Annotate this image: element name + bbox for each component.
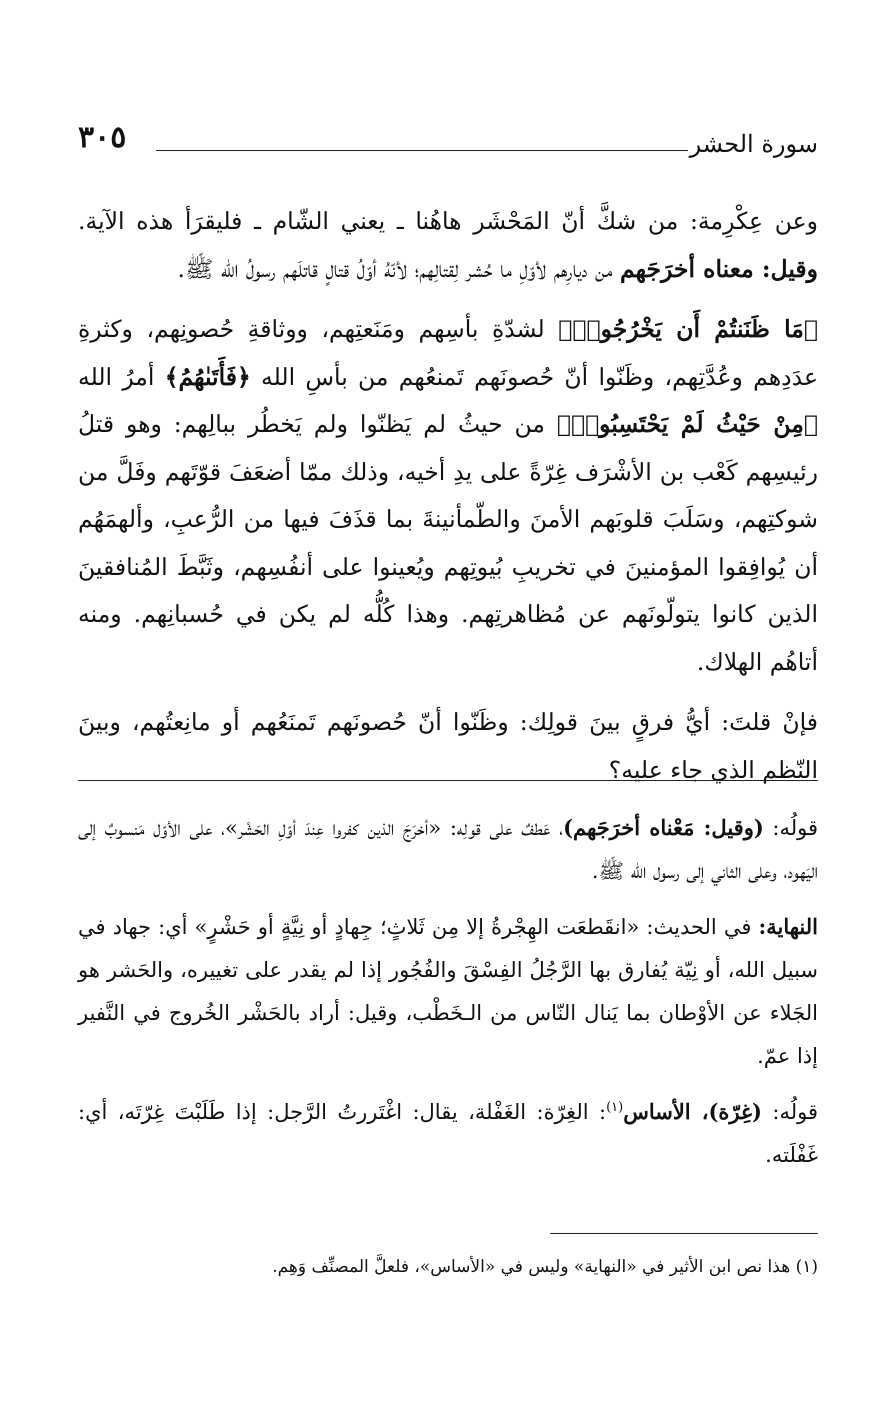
- main-paragraph-3: فإنْ قلتَ: أيُّ فرقٍ بينَ قولِك: وظَنّوا أنّ حُصونَهم تَمنَعُهم أو مانِعتُهم، وبينَ النّظم الذي جاء عليه؟: [78, 708, 818, 784]
- main-paragraph-1: وعن عِكْرِمة: من شكَّ أنّ المَحْشَر هاهُنا ـ يعني الشّام ـ فليقرَأ هذه الآية. وقيل: معناه أخرَجَهم من ديارِهم لأوّلِ ما حُشر لِقتالِهم؛ لأنّهُ أوّلُ قتالٍ قاتلَهم رسولُ الله ﷺ.: [78, 207, 818, 283]
- main-paragraph-2: ﴿مَا ظَنَنتُمْ أَن يَخْرُجُوا۟﴾ لشدّةِ بأسِهم ومَنَعتِهم، ووثاقةِ حُصونِهم، وكثرةِ عدَدِهم وعُدَّتِهم، وظَنّوا أنّ حُصونَهم تَمنعُهم من بأسِ الله ﴿فَأَتَىٰهُمُ﴾ أمرُ الله ﴿مِنْ حَيْثُ لَمْ يَحْتَسِبُوا۟﴾ من حيثُ لم يَظنّوا ولم يَخطُر ببالِهم: وهو قتلُ رئيسِهم كَعْب بن الأشْرَف غِرّةً على يدِ أخيه، وذلك ممّا أضعَفَ قوّتَهم وفَلَّ من شوكتِهم، وسَلَبَ قلوبَهم الأمنَ والطّمأنينةَ بما قذَفَ فيها من الرُّعبِ، وألهمَهُم أن يُوافِقوا المؤمنينَ في تخريبِ بُيوتِهم ويُعينوا على أنفُسِهم، وثَبَّطَ المُنافقينَ الذين كانوا يتولّونَهم عن مُظاهرتِهم. وهذا كُلُّه لم يكن في حُسبانِهم. ومنه أتاهُم الهلاك.: [78, 315, 818, 676]
- page-number: ٣٠٥: [78, 120, 127, 155]
- lemma: (غِرّة)، الأساس: [623, 1099, 762, 1124]
- quran-quote-3: ﴿مِنْ حَيْثُ لَمْ يَحْتَسِبُوا۟﴾: [556, 410, 818, 438]
- page-header: [78, 118, 818, 162]
- quran-quote-2: ﴿فَأَتَىٰهُمُ﴾: [164, 362, 251, 391]
- quran-quote-1: ﴿مَا ظَنَنتُمْ أَن يَخْرُجُوا۟﴾: [558, 315, 818, 343]
- footnote-marker[interactable]: (١): [606, 1100, 624, 1115]
- commentary-paragraph-3: قولُه: (غِرّة)، الأساس$^{(١)}$: الغِرّة: الغَفْلة، يقال: اغْتَررتُ الرَّجل: إذا طَلَبْتَ غِرّتَه، أي: غَفْلَته.: [78, 1099, 818, 1167]
- text-divider: [78, 780, 818, 781]
- lemma: (وقيل: مَعْناه أخرَجَهم): [563, 815, 764, 840]
- footnote: (١) هذا نص ابن الأثير في «النهاية» وليس في «الأساس»، فلعلَّ المصنِّف وَهِم.: [272, 1257, 818, 1277]
- main-text: [78, 198, 818, 794]
- commentary-text: [78, 806, 818, 1177]
- commentary-paragraph-2: النهاية: في الحديث: «انقَطعَت الهِجْرةُ إلا مِن ثَلاثٍ؛ جِهادٍ أو نِيَّةٍ أو حَشْرٍ» أي: جهاد في سبيل الله، أو نِيّة يُفارق بها الرَّجُلُ الفِسْقَ والفُجُور إذا لم يقدر على تغييره، والحَشر هو الجَلاء عن الأوْطان بما يَنال النّاس من الـخَطْب، وقيل: أراد بالحَشْر الخُروج في النَّفير إذا عمّ.: [78, 914, 818, 1068]
- commentary-paragraph-1: قولُه: (وقيل: مَعْناه أخرَجَهم)، عَطفٌ على قولِه: «أخرَجَ الذين كفروا عِندَ أوّلِ الحَشْر»، على الأوّل مَنسوبٌ إلى اليَهود، وعلى الثاني إلى رسول الله ﷺ.: [78, 815, 818, 883]
- source-label: النهاية:: [758, 914, 818, 939]
- header-rule: [156, 150, 688, 151]
- qila-phrase: وقيل: معناه أخرَجَهم: [619, 254, 818, 283]
- surah-title: سورة الحشر: [689, 130, 818, 158]
- footnote-rule: [550, 1233, 818, 1234]
